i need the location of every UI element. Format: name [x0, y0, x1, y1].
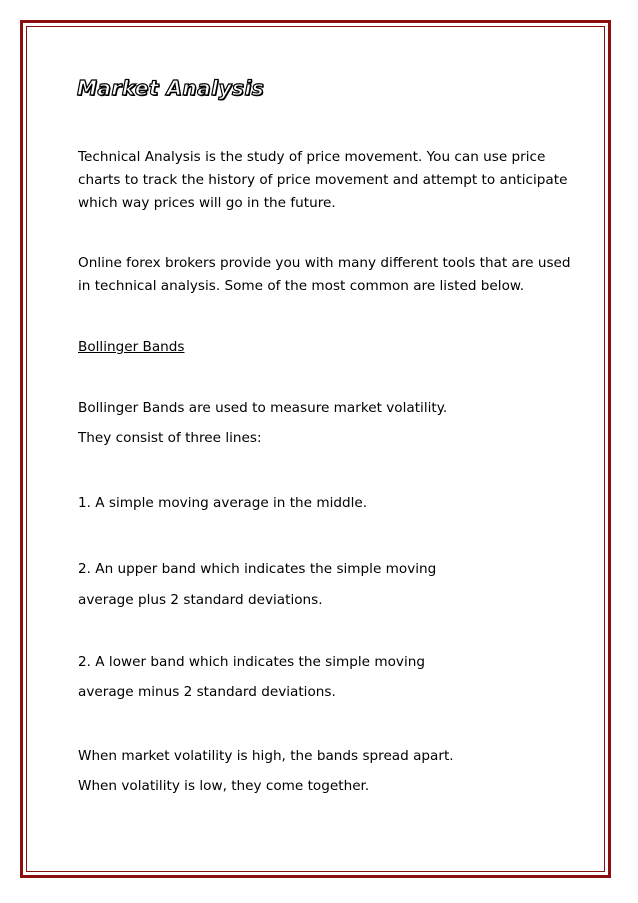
paragraph-line: in technical analysis. Some of the most common are listed below.	[78, 278, 525, 294]
list-item: 2. An upper band which indicates the simple moving	[78, 561, 437, 577]
paragraph-line: They consist of three lines:	[78, 430, 262, 446]
paragraph-line: charts to track the history of price movement and attempt to anticipate	[78, 172, 568, 188]
paragraph-line: When market volatility is high, the bands spread apart.	[78, 748, 454, 764]
section-heading-bollinger: Bollinger Bands	[78, 339, 185, 355]
list-item: 1. A simple moving average in the middle.	[78, 495, 368, 511]
page-title: Market Analysis	[77, 76, 265, 100]
paragraph-line: Bollinger Bands are used to measure market volatility.	[78, 400, 448, 416]
list-item-continuation: average minus 2 standard deviations.	[78, 684, 336, 700]
list-item: 2. A lower band which indicates the simple moving	[78, 654, 425, 670]
paragraph-line: Online forex brokers provide you with many different tools that are used	[78, 255, 571, 271]
list-item-continuation: average plus 2 standard deviations.	[78, 592, 323, 608]
paragraph-line: When volatility is low, they come together.	[78, 778, 370, 794]
paragraph-line: Technical Analysis is the study of price movement. You can use price	[78, 149, 546, 165]
paragraph-line: which way prices will go in the future.	[78, 195, 336, 211]
